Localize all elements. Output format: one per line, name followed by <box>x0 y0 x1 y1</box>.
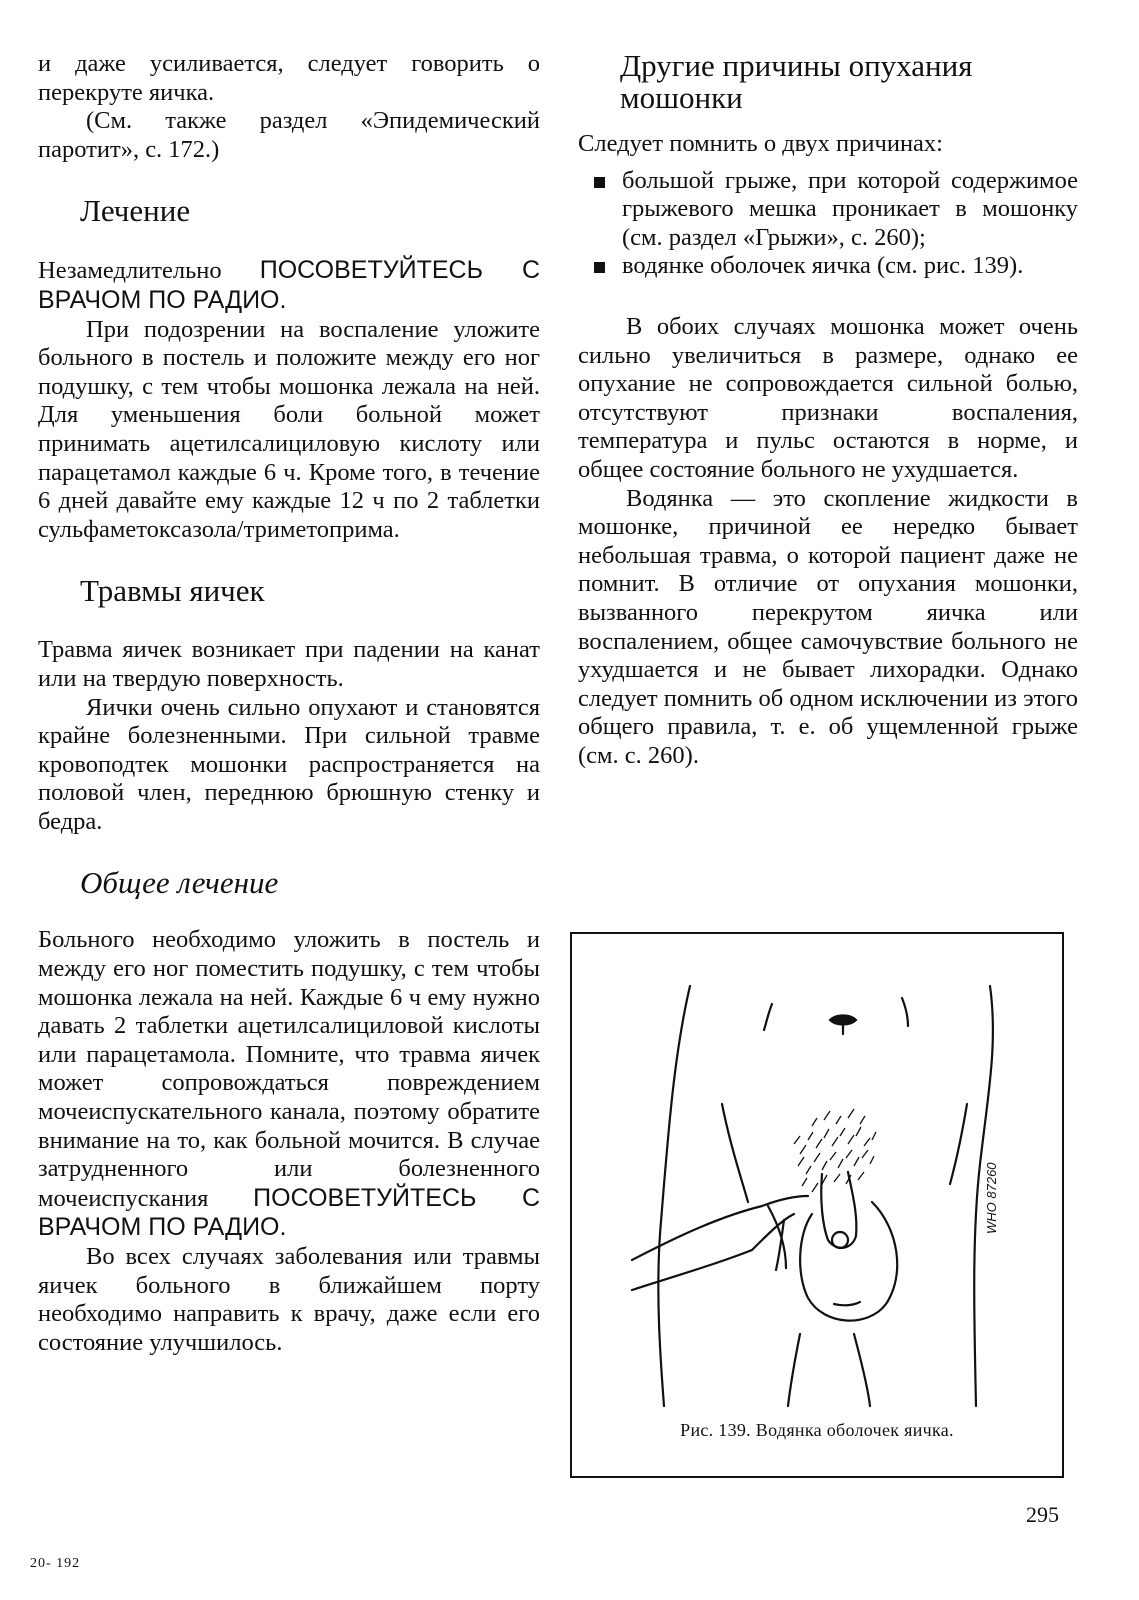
left-column <box>38 50 540 1357</box>
paragraph: В обоих случаях мошонка может очень сильно увеличиться в размере, однако ее опухание не сопровождается сильной болью, отсутствуют признаки воспаления, температура и пульс остаются в норме, и общее состояние больного не ухудшается. <box>578 312 1078 483</box>
pubic-hair <box>794 1109 876 1192</box>
paragraph <box>38 926 540 1243</box>
paragraph <box>38 256 540 315</box>
paragraph-lead: Незамедлительно <box>38 257 222 285</box>
torso-outline-left <box>658 986 690 1406</box>
paragraph: При подозрении на воспаление уложите больного в постель и положите между его ног подушку, с тем чтобы мошонка лежала на ней. Для уменьшения боли больной может принимать ацетилсалициловую кислоту или парацетамол каждые 6 ч. Кроме того, в течение 6 дней давайте ему каждые 12 ч по 2 таблетки сульфаметоксазола/триметоприма. <box>38 315 540 543</box>
paragraph: (См. также раздел «Эпидемический паротит», с. 172.) <box>38 107 540 163</box>
footer-code: 20- 192 <box>30 1556 81 1571</box>
figure-139 <box>570 932 1064 1478</box>
paragraph: Во всех случаях заболевания или травмы яичек больного в ближайшем порту необходимо направить к врачу, даже если его состояние улучшилось. <box>38 1243 540 1356</box>
paragraph: и даже усиливается, следует говорить о перекруте яичка. <box>38 50 540 106</box>
heading-other-causes: Другие причины опухания мошонки <box>620 48 973 115</box>
consult-doctor-text: ПОСОВЕТУЙТЕСЬ С ВРАЧОМ ПО РАДИО. <box>38 256 540 314</box>
figure-code: WHO 87260 <box>984 1162 999 1234</box>
heading-injury: Травмы яичек <box>80 573 265 609</box>
paragraph: Водянка — это скопление жидкости в мошонке, причиной ее нередко бывает небольшая травма, о которой пациент даже не помнит. В отличие от опухания мошонки, вызванного перекрутом яичка или воспалением, общее самочувствие больного не ухудшается и не бывает лихорадки. Однако следует помнить об одном исключении из этого общего правила, т. е. об ущемленной грыже (см. с. 260). <box>578 484 1078 769</box>
consult-doctor-text: ПОСОВЕТУЙТЕСЬ С ВРАЧОМ ПО РАДИО. <box>38 1183 540 1242</box>
paragraph: Яички очень сильно опухают и становятся крайне болезненными. При сильной травме кровоподтек мошонки распространяется на половой член, переднюю брюшную стенку и бедра. <box>38 693 540 835</box>
heading-treatment: Лечение <box>80 193 191 229</box>
page-number: 295 <box>1026 1502 1059 1527</box>
paragraph-text: Больного необходимо уложить в постель и между его ног поместить подушку, с тем чтобы мошонка лежала на ней. Каждые 6 ч ему нужно давать 2 таблетки ацетилсалициловой кислоты или парацетамола. Помните, что травма яичек может сопровождаться повреждением мочеиспускательного канала, поэтому обратите внимание на то, как больной мочится. В случае затрудненного или болезненного мочеиспускания <box>38 926 540 1212</box>
paragraph: Следует помнить о двух причинах: <box>578 130 943 157</box>
right-column <box>578 50 1078 770</box>
figure-caption: Рис. 139. Водянка оболочек яичка. <box>680 1420 954 1440</box>
list-item: водянке оболочек яичка (см. рис. 139). <box>622 252 1078 281</box>
heading-general-treatment: Общее лечение <box>80 865 279 901</box>
list-item: большой грыже, при которой содержимое грыжевого мешка проникает в мошонку (см. раздел «Грыжи», с. 260); <box>622 166 1078 251</box>
paragraph: Травма яичек возникает при падении на канат или на твердую поверхность. <box>38 636 540 692</box>
causes-list <box>578 167 1078 281</box>
